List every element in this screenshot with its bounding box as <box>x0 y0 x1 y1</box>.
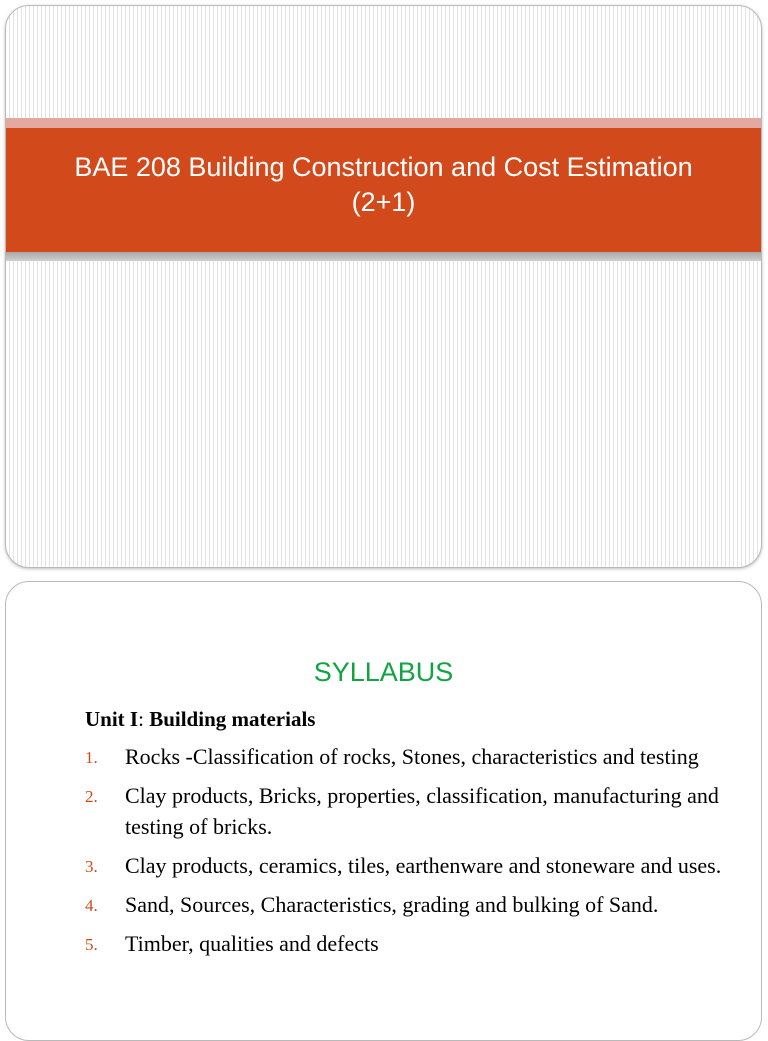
syllabus-heading: SYLLABUS <box>313 657 454 687</box>
list-item <box>85 741 725 772</box>
list-item-number: 1. <box>85 748 98 767</box>
slide-title: BAE 208 Building Construction and Cost Estimation (2+1) <box>74 152 693 217</box>
list-item <box>85 928 725 959</box>
unit-title: Building materials <box>149 707 316 731</box>
syllabus-slide <box>5 581 762 1041</box>
topic-list <box>85 741 725 967</box>
list-item-number: 2. <box>85 787 98 806</box>
title-slide <box>5 5 762 568</box>
list-item-number: 5. <box>85 935 98 954</box>
list-item <box>85 850 725 881</box>
unit-heading <box>85 705 315 733</box>
list-item-number: 4. <box>85 896 98 915</box>
title-band-top-stripe <box>6 118 761 128</box>
list-item-text: Timber, qualities and defects <box>125 931 379 956</box>
unit-separator: : <box>138 707 150 731</box>
list-item-number: 3. <box>85 857 98 876</box>
list-item <box>85 889 725 920</box>
list-item-text: Clay products, ceramics, tiles, earthenware and stoneware and uses. <box>125 853 722 878</box>
list-item-text: Sand, Sources, Characteristics, grading and bulking of Sand. <box>125 892 659 917</box>
list-item <box>85 780 725 842</box>
list-item-text: Clay products, Bricks, properties, classification, manufacturing and testing of bricks. <box>125 783 719 839</box>
list-item-text: Rocks -Classification of rocks, Stones, characteristics and testing <box>125 744 699 769</box>
unit-label: Unit I <box>85 707 139 731</box>
title-band-shadow-stripe <box>6 252 761 261</box>
